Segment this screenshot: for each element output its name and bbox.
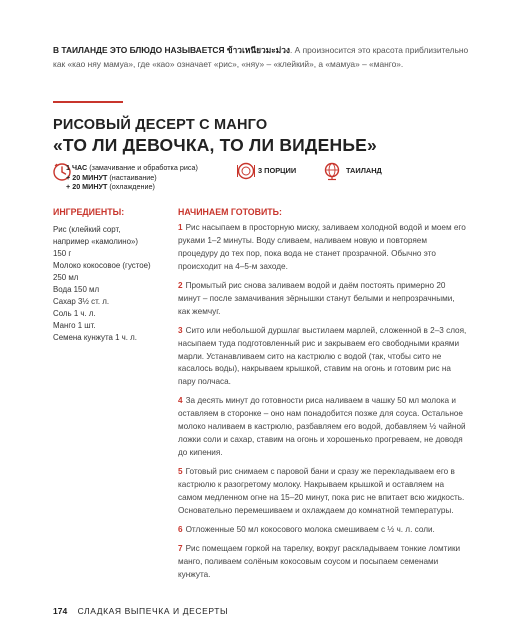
step-text: Готовый рис снимаем с паровой бани и сразу же перекладываем его в кастрюлю к разогретому молоку. Накрываем крышкой и оставляем на самом медленном огне на 15–20 минут, пока рис не впитает всю жидкость. Основательно перемешиваем и охлаждаем до комнатной температуры. bbox=[178, 467, 465, 515]
time-third-note: (охлаждение) bbox=[109, 182, 155, 192]
ingredients-list bbox=[53, 224, 171, 344]
ingredient-line: Молоко кокосовое (густое) bbox=[53, 261, 151, 270]
step-number: 4 bbox=[178, 396, 183, 406]
ingredient-line: Соль 1 ч. л. bbox=[53, 309, 96, 318]
ingredient-line: 150 г bbox=[53, 249, 72, 258]
country: ТАИЛАНД bbox=[346, 166, 382, 175]
ingredient-line: 250 мл bbox=[53, 273, 79, 282]
time-third: + 20 МИНУТ bbox=[66, 182, 108, 192]
ingredient-line: Рис (клейкий сорт, bbox=[53, 225, 121, 234]
ingredient-line: например «камолино») bbox=[53, 237, 139, 246]
step-text: За десять минут до готовности риса наливаем в чашку 50 мл молока и оставляем в сторонке – оно нам понадобится позже для соуса. Остальное молоко наливаем в кастрюлю, разбавляем его водой, добавляем ½ чайной ложки соли и сахар, ставим на огонь и хорошенько прогреваем, не доводя до кипения. bbox=[178, 396, 466, 458]
steps-heading: НАЧИНАЕМ ГОТОВИТЬ: bbox=[178, 207, 282, 217]
step-1 bbox=[178, 222, 468, 274]
step-text: Рис помещаем горкой на тарелку, вокруг раскладываем тонкие ломтики манго, поливаем солёным кокосовым соусом и посыпаем семенами кунжута. bbox=[178, 544, 461, 579]
step-text: Сито или небольшой дуршлаг выстилаем марлей, сложенной в 2–3 слоя, насыпаем туда подготовленный рис и закрываем его свободными краями марли. Устанавливаем сито на кастрюлю с водой (так, чтобы сито не касалось воды), накрываем крышкой, ставим на огонь и готовим рис на пару полчаса. bbox=[178, 325, 467, 387]
step-4 bbox=[178, 395, 468, 460]
step-number: 3 bbox=[178, 325, 183, 335]
cooking-time bbox=[66, 163, 198, 192]
section-name: СЛАДКАЯ ВЫПЕЧКА И ДЕСЕРТЫ bbox=[77, 606, 229, 616]
step-number: 5 bbox=[178, 467, 183, 477]
step-text: Отложенные 50 мл кокосового молока смешиваем с ½ ч. л. соли. bbox=[185, 524, 435, 534]
step-7 bbox=[178, 543, 468, 582]
step-number: 6 bbox=[178, 524, 183, 534]
step-number: 7 bbox=[178, 544, 183, 554]
globe-icon bbox=[322, 161, 342, 181]
time-second: + 20 МИНУТ bbox=[66, 172, 108, 182]
ingredient-line: Сахар 3½ ст. л. bbox=[53, 297, 110, 306]
portions: 3 ПОРЦИИ bbox=[258, 166, 297, 175]
ingredient-line: Вода 150 мл bbox=[53, 285, 100, 294]
step-text: Промытый рис снова заливаем водой и даём постоять примерно 20 минут – после замачивания зёрнышки станут белыми и непрозрачными, как жемчуг. bbox=[178, 280, 455, 316]
step-text: Рис насыпаем в просторную миску, заливаем холодной водой и моем его руками 1–2 минуты. Воду сливаем, наливаем новую и повторяем процедуру до тех пор, пока вода не станет прозрачной. Обычно это происходит на 4–5-м заходе. bbox=[178, 223, 466, 271]
time-second-note: (настаивание) bbox=[109, 172, 157, 182]
ingredient-line: Манго 1 шт. bbox=[53, 321, 96, 330]
step-3 bbox=[178, 325, 468, 390]
time-main: 1 ЧАС bbox=[66, 163, 88, 172]
page-footer bbox=[53, 606, 228, 616]
ingredient-line: Семена кунжута 1 ч. л. bbox=[53, 333, 137, 342]
recipe-title: РИСОВЫЙ ДЕСЕРТ С МАНГО bbox=[53, 117, 268, 133]
steps-list bbox=[178, 222, 468, 588]
step-number: 1 bbox=[178, 223, 183, 232]
intro-thai-name: ข้าวเหนียวมะม่วง bbox=[226, 45, 291, 55]
intro-paragraph bbox=[53, 44, 473, 71]
ingredients-heading: ИНГРЕДИЕНТЫ: bbox=[53, 207, 125, 217]
intro-lead: В ТАИЛАНДЕ ЭТО БЛЮДО НАЗЫВАЕТСЯ bbox=[53, 45, 225, 55]
step-5 bbox=[178, 466, 468, 518]
step-number: 2 bbox=[178, 280, 183, 290]
page-number: 174 bbox=[53, 606, 68, 616]
step-2 bbox=[178, 280, 468, 319]
step-6 bbox=[178, 524, 468, 537]
recipe-subtitle: «ТО ЛИ ДЕВОЧКА, ТО ЛИ ВИДЕНЬЕ» bbox=[53, 135, 377, 155]
intro-rest: . А произносится это красота приблизительно как «као няу мамуа», где «кao» означает «рис», «няу» – «клейкий», а «мамуа» – «манго». bbox=[53, 45, 469, 69]
accent-rule bbox=[53, 101, 123, 103]
time-main-note: (замачивание и обработка риса) bbox=[89, 163, 198, 172]
plate-icon bbox=[236, 161, 256, 181]
